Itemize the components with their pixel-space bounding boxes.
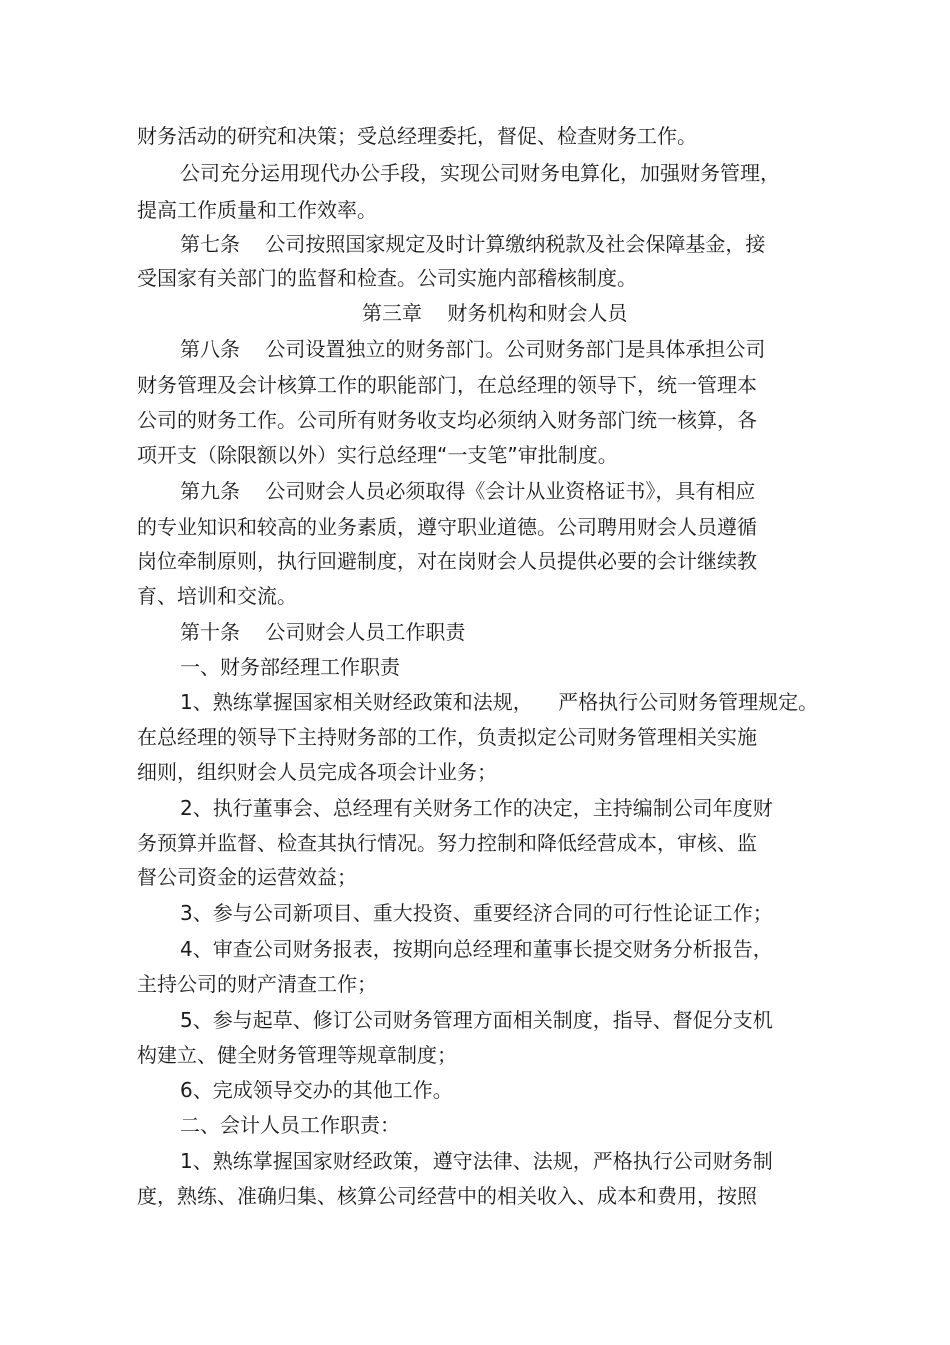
list-item: 1、熟练掌握国家相关财经政策和法规， 严格执行公司财务管理规定。 <box>180 690 819 714</box>
list-item: 3、参与公司新项目、重大投资、重要经济合同的可行性论证工作； <box>180 901 773 925</box>
text-line: 育、培训和交流。 <box>137 584 297 608</box>
text-line: 在总经理的领导下主持财务部的工作，负责拟定公司财务管理相关实施 <box>137 725 757 749</box>
text-line: 财务活动的研究和决策；受总经理委托，督促、检查财务工作。 <box>137 124 697 148</box>
text-line: 细则，组织财会人员完成各项会计业务； <box>137 760 497 784</box>
text-line: 督公司资金的运营效益； <box>137 865 357 889</box>
chapter-heading: 第三章 财务机构和财会人员 <box>362 301 628 325</box>
text-line: 构建立、健全财务管理等规章制度； <box>137 1043 457 1067</box>
list-item: 1、熟练掌握国家财经政策，遵守法律、法规，严格执行公司财务制 <box>180 1149 773 1173</box>
text-line: 岗位牵制原则，执行回避制度，对在岗财会人员提供必要的会计继续教 <box>137 549 757 573</box>
list-item: 4、审查公司财务报表，按期向总经理和董事长提交财务分析报告， <box>180 937 773 961</box>
text-line: 的专业知识和较高的业务素质，遵守职业道德。公司聘用财会人员遵循 <box>137 515 757 539</box>
text-line: 公司的财务工作。公司所有财务收支均必须纳入财务部门统一核算，各 <box>137 408 757 432</box>
section-heading: 一、财务部经理工作职责 <box>180 655 400 679</box>
list-item: 5、参与起草、修订公司财务管理方面相关制度，指导、督促分支机 <box>180 1008 773 1032</box>
text-line: 财务管理及会计核算工作的职能部门，在总经理的领导下，统一管理本 <box>137 373 757 397</box>
text-line: 度，熟练、准确归集、核算公司经营中的相关收入、成本和费用，按照 <box>137 1184 757 1208</box>
article-10-line: 第十条 公司财会人员工作职责 <box>180 620 466 644</box>
list-item: 2、执行董事会、总经理有关财务工作的决定，主持编制公司年度财 <box>180 796 773 820</box>
list-item: 6、完成领导交办的其他工作。 <box>180 1078 453 1102</box>
text-line: 务预算并监督、检查其执行情况。努力控制和降低经营成本，审核、监 <box>137 831 757 855</box>
article-8-line: 第八条 公司设置独立的财务部门。公司财务部门是具体承担公司 <box>180 337 766 361</box>
paragraph-line: 公司充分运用现代办公手段，实现公司财务电算化，加强财务管理， <box>180 161 780 185</box>
article-9-line: 第九条 公司财会人员必须取得《会计从业资格证书》，具有相应 <box>180 479 756 503</box>
section-heading: 二、会计人员工作职责： <box>180 1113 400 1137</box>
text-line: 主持公司的财产清查工作； <box>137 972 377 996</box>
text-line: 提高工作质量和工作效率。 <box>137 198 377 222</box>
text-line: 项开支（除限额以外）实行总经理“一支笔”审批制度。 <box>137 443 618 467</box>
article-7-line: 第七条 公司按照国家规定及时计算缴纳税款及社会保障基金，接 <box>180 232 766 256</box>
text-line: 受国家有关部门的监督和检查。公司实施内部稽核制度。 <box>137 266 637 290</box>
